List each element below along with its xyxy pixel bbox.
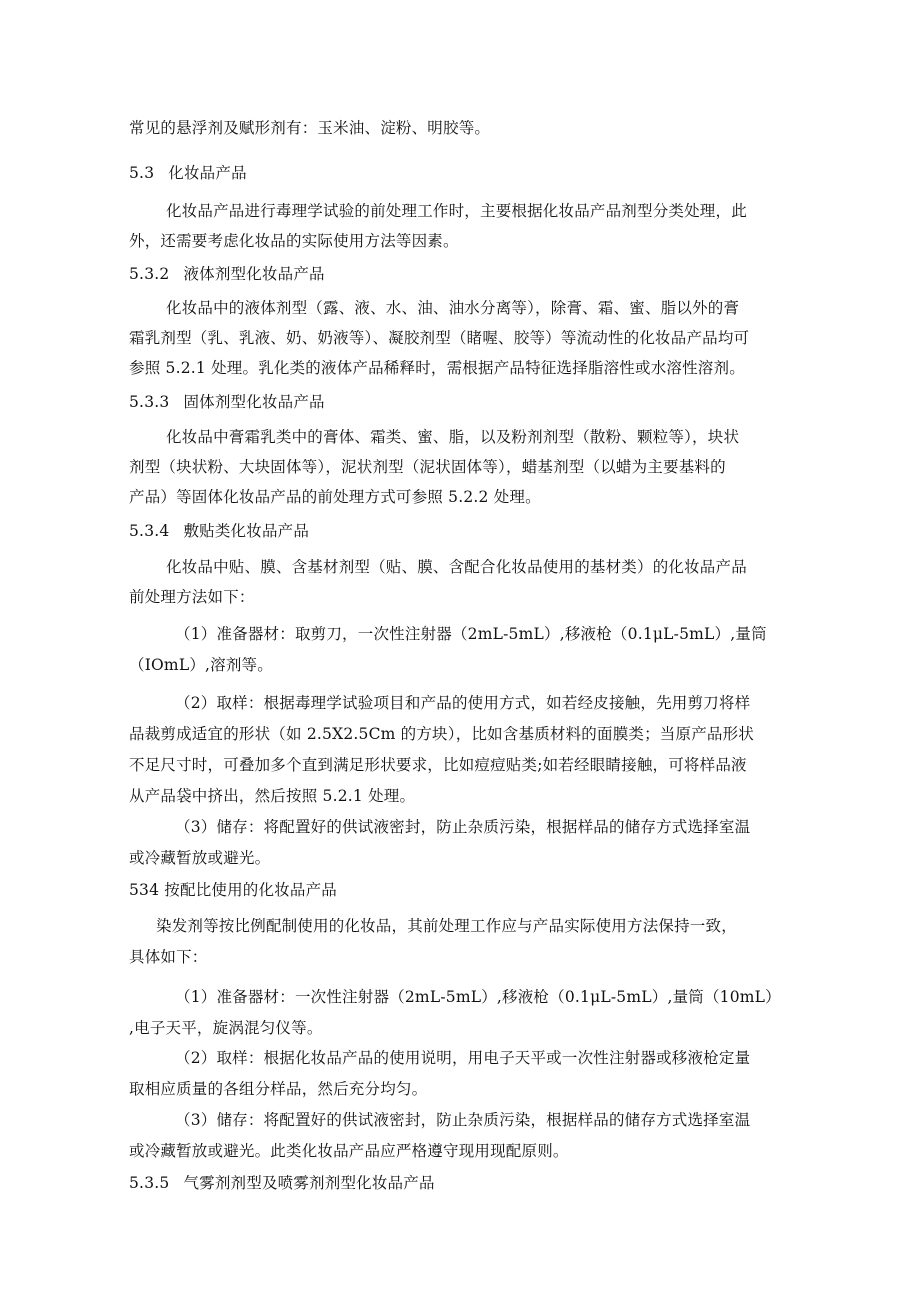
section-number: 5.3.3 (129, 393, 170, 411)
paragraph-line: 前处理方法如下： (129, 588, 255, 606)
paragraph-line: 化妆品产品进行毒理学试验的前处理工作时，主要根据化妆品产品剂型分类处理，此 (166, 202, 747, 220)
intro-line: 常见的悬浮剂及赋形剂有：玉米油、淀粉、明胶等。 (129, 119, 491, 137)
section-number: 5.3.5 (129, 1174, 170, 1192)
list-item-line: 或冷藏暂放或避光。此类化妆品产品应严格遵守现用现配原则。 (129, 1142, 569, 1160)
paragraph-line: 化妆品中膏霜乳类中的膏体、霜类、蜜、脂，以及粉剂剂型（散粉、颗粒等），块状 (166, 428, 740, 446)
section-title: 化妆品产品 (168, 164, 247, 182)
paragraph-line: 参照 5.2.1 处理。乳化类的液体产品稀释时，需根据产品特征选择脂溶性或水溶性溶剂。 (129, 359, 745, 377)
paragraph-line: 外，还需要考虑化妆品的实际使用方法等因素。 (129, 232, 459, 250)
list-item-line: （IOmL）,溶剂等。 (129, 656, 273, 674)
paragraph-line: 化妆品中贴、膜、含基材剂型（贴、膜、含配合化妆品使用的基材类）的化妆品产品 (166, 558, 747, 576)
section-5-3-4-heading (129, 519, 309, 541)
list-item-line: 不足尺寸时，可叠加多个直到满足形状要求，比如痘痘贴类;如若经眼睛接触，可将样品液 (129, 756, 747, 774)
paragraph-line: 产品）等固体化妆品产品的前处理方式可参照 5.2.2 处理。 (129, 488, 541, 506)
section-title: 液体剂型化妆品产品 (183, 265, 325, 283)
list-item-line: （1）准备器材：取剪刀，一次性注射器（2mL-5mL）,移液枪（0.1μL-5mL）,量筒 (175, 625, 767, 643)
list-item-line: ,电子天平，旋涡混匀仪等。 (129, 1019, 323, 1037)
section-5-3-2-heading (129, 262, 325, 284)
section-number: 5.3 (129, 164, 155, 182)
list-item-line: 从产品袋中挤出，然后按照 5.2.1 处理。 (129, 787, 416, 805)
list-item-line: （1）准备器材：一次性注射器（2mL-5mL）,移液枪（0.1μL-5mL）,量筒（10mL） (175, 988, 781, 1006)
list-item-line: 品裁剪成适宜的形状（如 2.5X2.5Cm 的方块），比如含基质材料的面膜类；当原产品形状 (129, 725, 754, 743)
section-5-3-heading (129, 161, 247, 183)
list-item-line: （3）储存：将配置好的供试液密封，防止杂质污染，根据样品的储存方式选择室温 (175, 1111, 751, 1129)
paragraph-line: 化妆品中的液体剂型（露、液、水、油、油水分离等），除膏、霜、蜜、脂以外的膏 (166, 299, 740, 317)
section-5-3-3-heading (129, 390, 325, 412)
paragraph-line: 剂型（块状粉、大块固体等），泥状剂型（泥状固体等），蜡基剂型（以蜡为主要基料的 (129, 458, 726, 476)
list-item-line: 或冷藏暂放或避光。 (129, 849, 271, 867)
paragraph-line: 具体如下： (129, 948, 208, 966)
paragraph-line: 霜乳剂型（乳、乳液、奶、奶液等）、凝胶剂型（睹喔、胶等）等流动性的化妆品产品均可 (129, 329, 750, 347)
section-number: 5.3.2 (129, 265, 170, 283)
list-item-line: （2）取样：根据毒理学试验项目和产品的使用方式，如若经皮接触，先用剪刀将样 (175, 694, 751, 712)
section-title: 气雾剂剂型及喷雾剂剂型化妆品产品 (183, 1174, 435, 1192)
list-item-line: 取相应质量的各组分样品，然后充分均匀。 (129, 1080, 428, 1098)
section-number: 5.3.4 (129, 522, 170, 540)
section-title: 敷贴类化妆品产品 (183, 522, 310, 540)
paragraph-line: 染发剂等按比例配制使用的化妆品，其前处理工作应与产品实际使用方法保持一致， (156, 917, 737, 935)
list-item-line: （2）取样：根据化妆品产品的使用说明，用电子天平或一次性注射器或移液枪定量 (175, 1049, 751, 1067)
section-5-3-5-heading (129, 1171, 435, 1193)
list-item-line: （3）储存：将配置好的供试液密封，防止杂质污染，根据样品的储存方式选择室温 (175, 818, 751, 836)
section-534-heading: 534 按配比使用的化妆品产品 (129, 881, 338, 899)
section-title: 固体剂型化妆品产品 (183, 393, 325, 411)
